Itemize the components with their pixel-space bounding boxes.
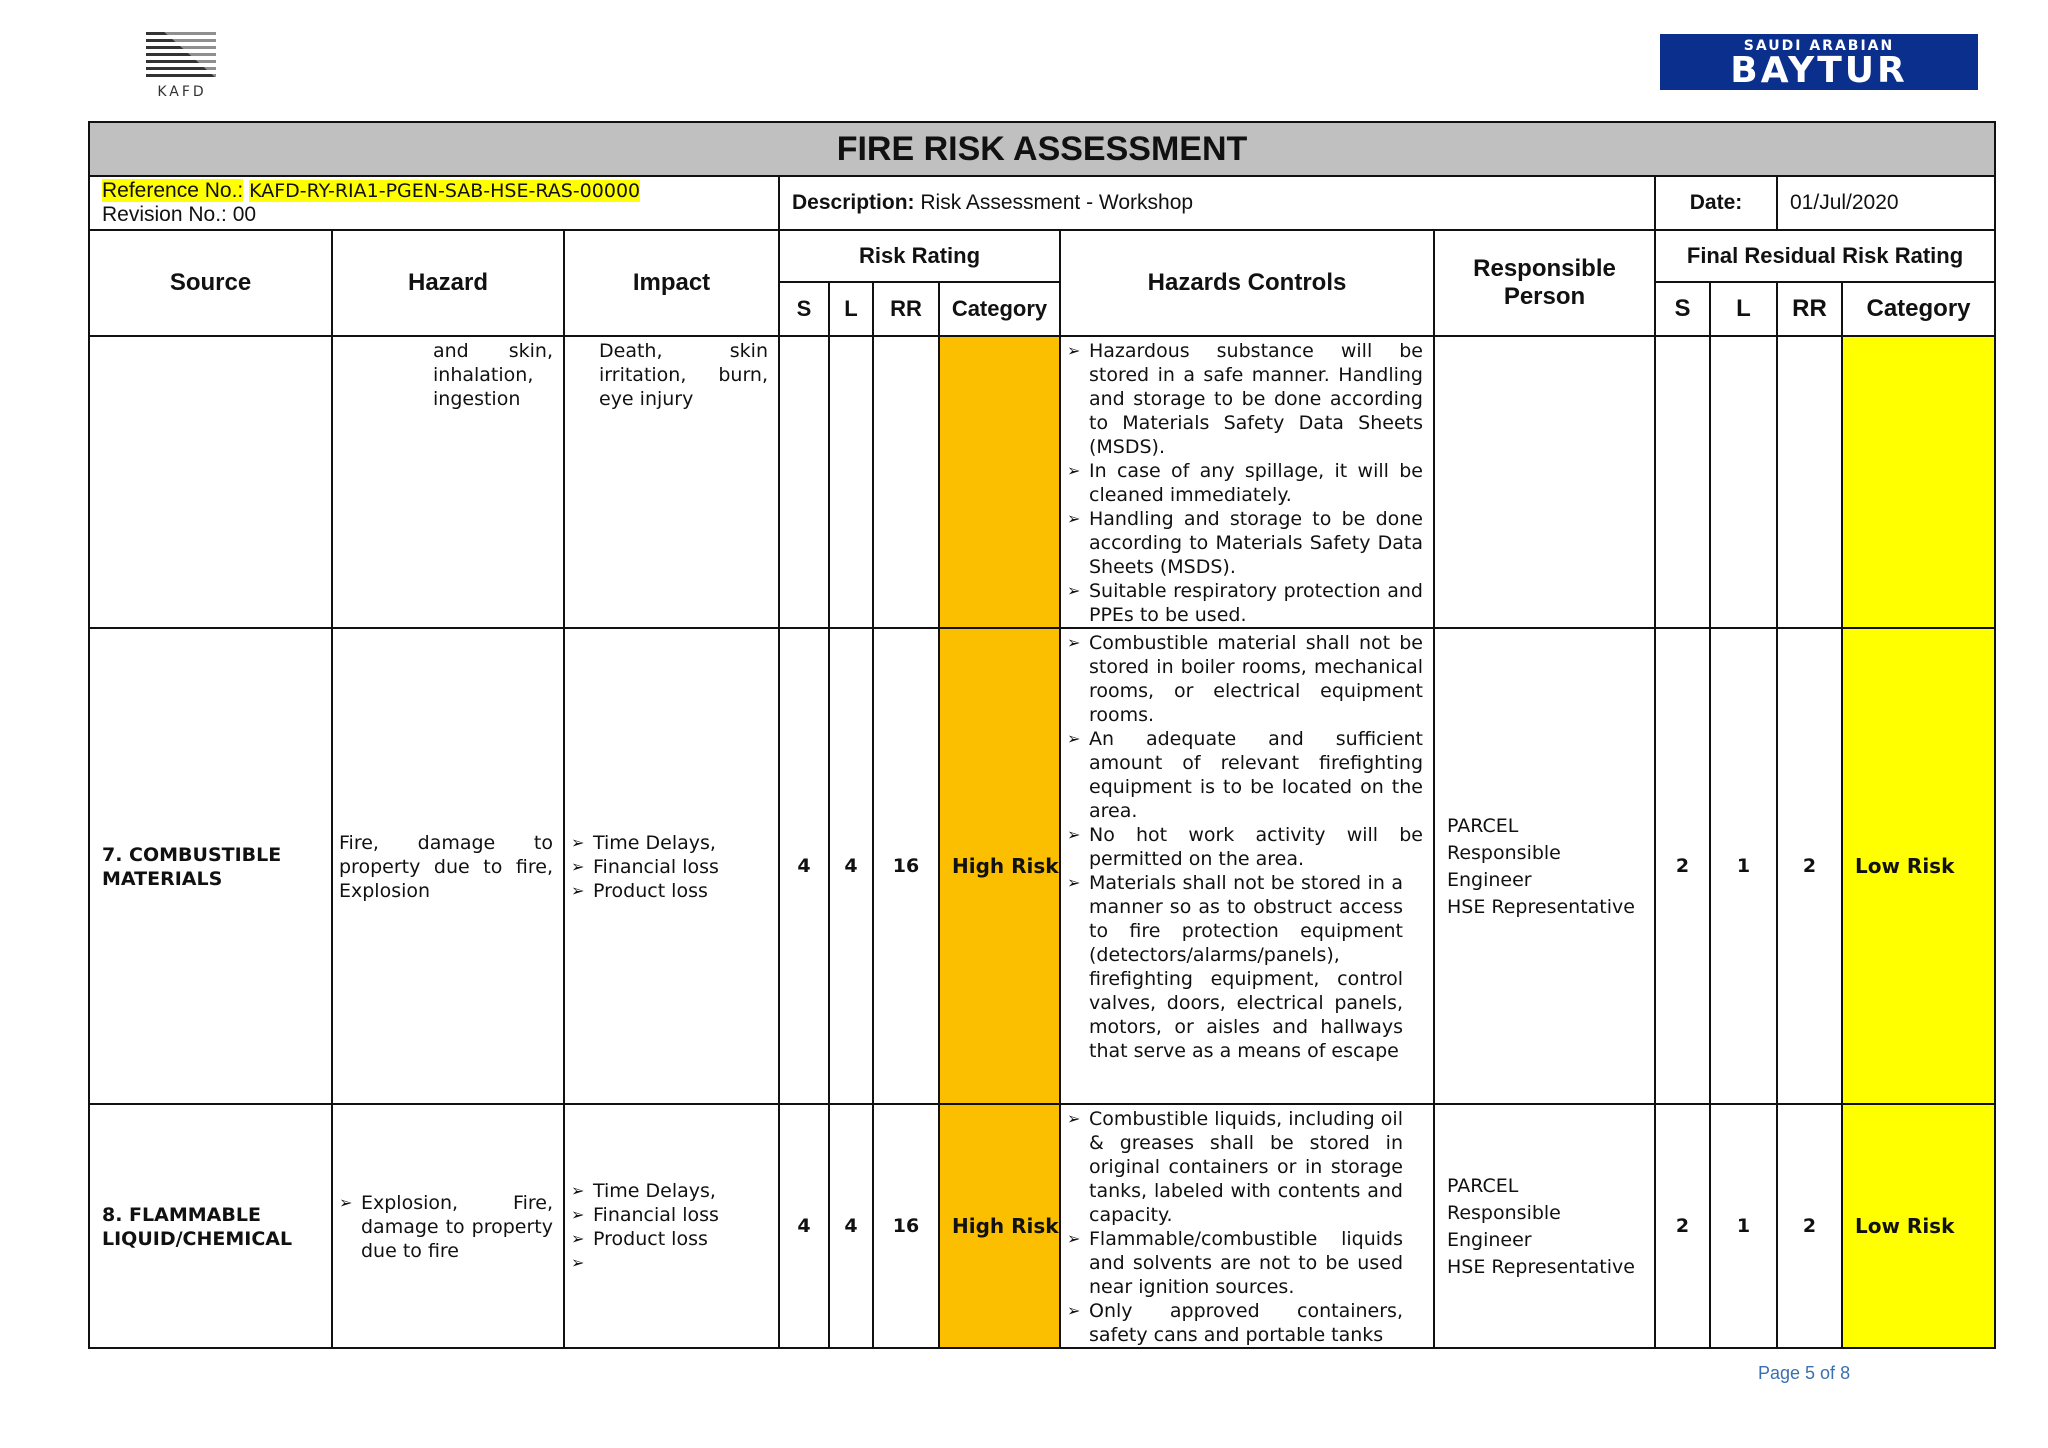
baytur-logo-small-text: SAUDI ARABIAN <box>1743 38 1895 54</box>
final-l-cell <box>1710 336 1777 628</box>
responsible-line: PARCEL <box>1447 815 1519 837</box>
control-item: ➢ In case of any spillage, it will be cleaned immediately. <box>1089 459 1423 507</box>
control-item: ➢ Handling and storage to be done according to Materials Safety Data Sheets (MSDS). <box>1089 507 1423 579</box>
header-responsible-person: Responsible Person <box>1434 230 1655 336</box>
rr-cell: 16 <box>873 1104 939 1348</box>
control-item: ➢ Combustible liquids, including oil & greases shall be stored in original containers or in storage tanks, labeled with contents and capacity. <box>1089 1107 1403 1227</box>
header-rr: RR <box>873 282 939 336</box>
page-number: Page 5 of 8 <box>1758 1363 1851 1383</box>
header-category: Category <box>939 282 1060 336</box>
rr-cell <box>873 336 939 628</box>
responsible-cell <box>1434 1104 1655 1348</box>
control-item: ➢ Flammable/combustible liquids and solvents are not to be used near ignition sources. <box>1089 1227 1403 1299</box>
category-cell <box>939 336 1060 628</box>
header-risk-rating: Risk Rating <box>779 230 1060 282</box>
final-l-cell: 1 <box>1710 628 1777 1104</box>
svg-text:KAFD: KAFD <box>157 84 207 100</box>
responsible-cell <box>1434 628 1655 1104</box>
document-title: FIRE RISK ASSESSMENT <box>89 122 1995 176</box>
description-cell <box>779 176 1655 230</box>
l-cell: 4 <box>829 1104 873 1348</box>
l-cell <box>829 336 873 628</box>
impact-item: ➢ Financial loss <box>593 855 768 879</box>
hazard-cell: Fire, damage to property due to fire, Explosion <box>332 628 564 1104</box>
final-s-cell: 2 <box>1655 1104 1710 1348</box>
rr-cell: 16 <box>873 628 939 1104</box>
impact-cell <box>564 628 779 1104</box>
table-row <box>89 628 1995 1104</box>
s-cell <box>779 336 829 628</box>
header-hazards-controls: Hazards Controls <box>1060 230 1434 336</box>
final-s-cell <box>1655 336 1710 628</box>
description-label: Description: <box>792 191 915 214</box>
date-value: 01/Jul/2020 <box>1777 176 1995 230</box>
table-row <box>89 336 1995 628</box>
header-l: L <box>829 282 873 336</box>
responsible-line: HSE Representative <box>1447 1256 1635 1278</box>
header-final-l: L <box>1710 282 1777 336</box>
hazard-item: ➢ Explosion, Fire, damage to property due to fire <box>361 1191 553 1263</box>
responsible-line: Responsible <box>1447 842 1561 864</box>
reference-cell <box>89 176 779 230</box>
date-label: Date: <box>1655 176 1777 230</box>
responsible-line: PARCEL <box>1447 1175 1519 1197</box>
control-item: ➢ Hazardous substance will be stored in a safe manner. Handling and storage to be done according to Materials Safety Data Sheets (MSDS). <box>1089 339 1423 459</box>
impact-item: ➢ Time Delays, <box>593 1179 768 1203</box>
hazard-cell: and skin, inhalation, ingestion <box>332 336 564 628</box>
risk-assessment-table <box>88 121 1996 1349</box>
control-item: ➢ An adequate and sufficient amount of relevant firefighting equipment is to be located on the area. <box>1089 727 1423 823</box>
control-item: ➢ Materials shall not be stored in a manner so as to obstruct access to fire protection equipment (detectors/alarms/panels), firefighting equipment, control valves, doors, electrical panels, motors, or aisles and hallways that serve as a means of escape <box>1089 871 1423 1063</box>
final-category-cell <box>1842 336 1995 628</box>
category-cell: High Risk <box>939 1104 1060 1348</box>
kafd-logo <box>142 26 224 106</box>
header-s: S <box>779 282 829 336</box>
final-rr-cell: 2 <box>1777 628 1842 1104</box>
impact-item: ➢ Time Delays, <box>593 831 768 855</box>
table-row <box>89 1104 1995 1348</box>
source-cell <box>89 336 332 628</box>
header-final-rr: RR <box>1777 282 1842 336</box>
impact-cell <box>564 1104 779 1348</box>
impact-item: ➢ Product loss <box>593 1227 768 1251</box>
final-l-cell: 1 <box>1710 1104 1777 1348</box>
header-impact: Impact <box>564 230 779 336</box>
reference-value: KAFD-RY-RIA1-PGEN-SAB-HSE-RAS-00000 <box>249 180 641 202</box>
control-item: ➢ No hot work activity will be permitted on the area. <box>1089 823 1423 871</box>
hazard-cell <box>332 1104 564 1348</box>
final-category-cell: Low Risk <box>1842 1104 1995 1348</box>
responsible-line: Engineer <box>1447 1229 1532 1251</box>
revision-value: 00 <box>232 203 257 226</box>
header-final-s: S <box>1655 282 1710 336</box>
header-hazard: Hazard <box>332 230 564 336</box>
source-cell: 7. COMBUSTIBLE MATERIALS <box>89 628 332 1104</box>
responsible-cell <box>1434 336 1655 628</box>
source-cell: 8. FLAMMABLE LIQUID/CHEMICAL <box>89 1104 332 1348</box>
l-cell: 4 <box>829 628 873 1104</box>
final-s-cell: 2 <box>1655 628 1710 1104</box>
impact-cell: Death, skin irritation, burn, eye injury <box>564 336 779 628</box>
reference-label: Reference No.: <box>102 179 244 202</box>
impact-item <box>593 1251 768 1275</box>
header-final-residual-risk: Final Residual Risk Rating <box>1655 230 1995 282</box>
final-rr-cell <box>1777 336 1842 628</box>
controls-cell <box>1060 628 1434 1104</box>
final-category-cell: Low Risk <box>1842 628 1995 1104</box>
impact-item: ➢ Financial loss <box>593 1203 768 1227</box>
controls-cell <box>1060 336 1434 628</box>
category-cell: High Risk <box>939 628 1060 1104</box>
final-rr-cell: 2 <box>1777 1104 1842 1348</box>
responsible-line: Engineer <box>1447 869 1532 891</box>
baytur-logo-big-text: BAYTUR <box>1730 50 1908 91</box>
baytur-logo <box>1660 34 1978 90</box>
revision-label: Revision No.: <box>102 203 227 226</box>
header-source: Source <box>89 230 332 336</box>
s-cell: 4 <box>779 1104 829 1348</box>
control-item: ➢ Combustible material shall not be stored in boiler rooms, mechanical rooms, or electrical equipment rooms. <box>1089 631 1423 727</box>
description-value: Risk Assessment - Workshop <box>920 191 1194 214</box>
responsible-line: Responsible <box>1447 1202 1561 1224</box>
control-item: ➢ Only approved containers, safety cans and portable tanks <box>1089 1299 1403 1347</box>
responsible-line: HSE Representative <box>1447 896 1635 918</box>
control-item: ➢ Suitable respiratory protection and PPEs to be used. <box>1089 579 1423 627</box>
header-final-category: Category <box>1842 282 1995 336</box>
impact-item: ➢ Product loss <box>593 879 768 903</box>
controls-cell <box>1060 1104 1434 1348</box>
s-cell: 4 <box>779 628 829 1104</box>
